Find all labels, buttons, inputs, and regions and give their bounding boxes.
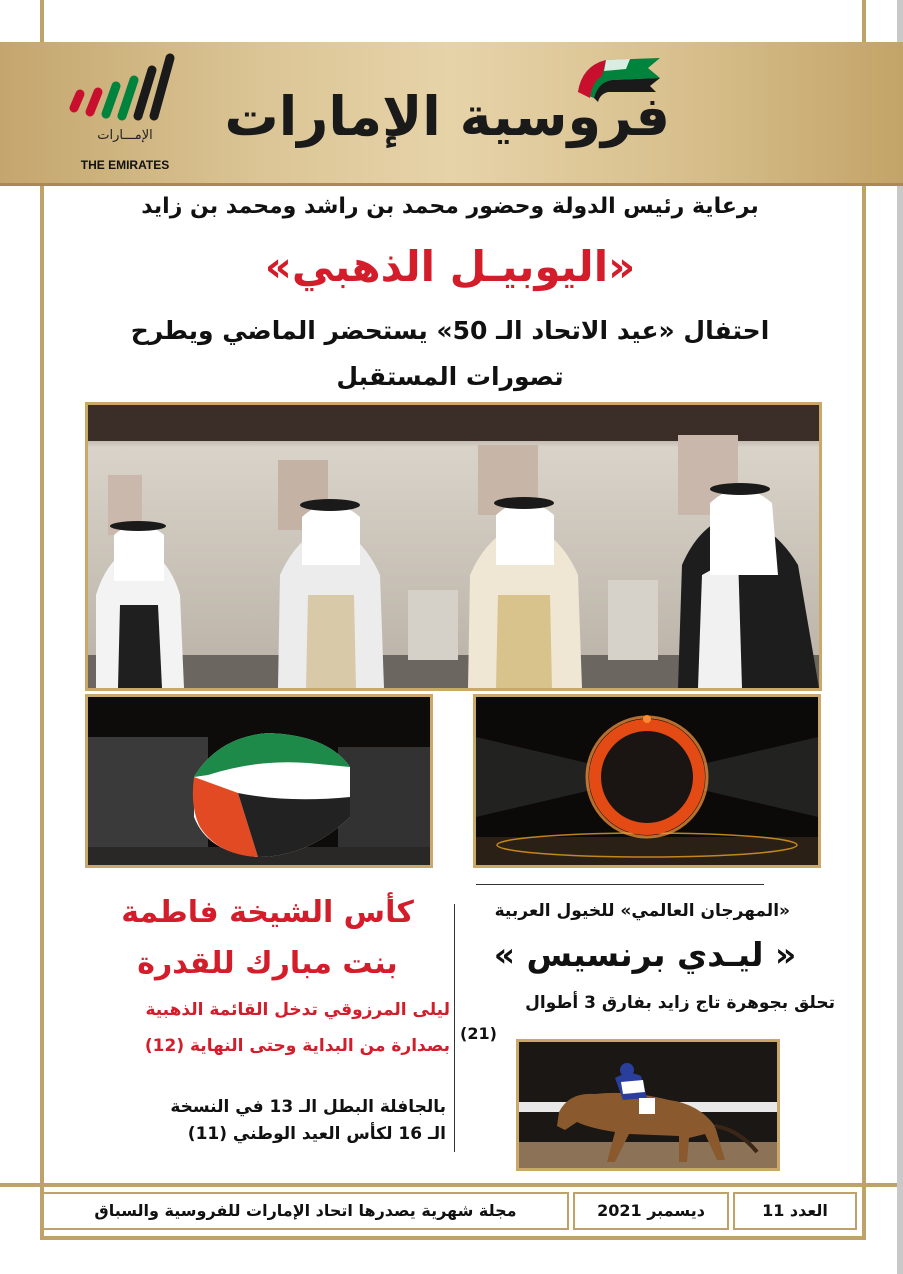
fatima-cup-red-line-2: بصدارة من البداية وحتى النهاية (12) xyxy=(144,1036,450,1056)
emirates-logo xyxy=(60,46,190,178)
page-edge xyxy=(897,0,903,1274)
photo-glowing-orb xyxy=(473,694,821,868)
main-photo-dignitaries xyxy=(85,402,822,691)
national-cup-line-1: بالجافلة البطل الـ 13 في النسخة xyxy=(170,1097,446,1117)
fatima-cup-red-line-1: ليلى المرزوقي تدخل القائمة الذهبية xyxy=(145,1000,450,1020)
festival-kicker: «المهرجان العالمي» للخيول العربية xyxy=(494,901,790,921)
issue-number: العدد 11 xyxy=(733,1192,857,1230)
section-rule-vertical xyxy=(454,904,455,1152)
footer-divider xyxy=(0,1183,903,1187)
gold-rail-right xyxy=(862,0,866,1240)
issue-date: ديسمبر 2021 xyxy=(573,1192,729,1230)
lady-princess-title: « ليـدي برنسيس » xyxy=(493,935,797,974)
page-reference-21: (21) xyxy=(460,1024,497,1043)
fatima-cup-title-2: بنت مبارك للقدرة xyxy=(137,946,398,981)
magazine-description: مجلة شهرية يصدرها اتحاد الإمارات للفروسية والسباق xyxy=(42,1192,569,1230)
section-rule-horizontal xyxy=(476,884,764,885)
main-headline: «اليوبيـل الذهبي» xyxy=(264,242,636,291)
subhead-line-1: احتفال «عيد الاتحاد الـ 50» يستحضر الماضي ويطرح xyxy=(130,316,770,345)
patronage-line: برعاية رئيس الدولة وحضور محمد بن راشد ومحمد بن زايد xyxy=(141,194,759,219)
photo-flag-sculpture xyxy=(85,694,433,868)
subhead-line-2: تصورات المستقبل xyxy=(336,362,564,391)
national-cup-line-2: الـ 16 لكأس العيد الوطني (11) xyxy=(187,1124,446,1144)
fatima-cup-title-1: كأس الشيخة فاطمة xyxy=(121,895,414,930)
gold-rail-bottom xyxy=(40,1236,866,1240)
header-rule xyxy=(0,183,903,186)
photo-horse-race xyxy=(516,1039,780,1171)
emirates-stripes-icon xyxy=(60,46,190,128)
lady-princess-subtitle: تحلق بجوهرة تاج زايد بفارق 3 أطوال xyxy=(525,993,835,1013)
logo-english-text: THE EMIRATES xyxy=(80,158,170,172)
logo-arabic-text: الإمـــارات xyxy=(97,128,153,143)
masthead-title: فروسية الإمارات xyxy=(224,85,670,148)
